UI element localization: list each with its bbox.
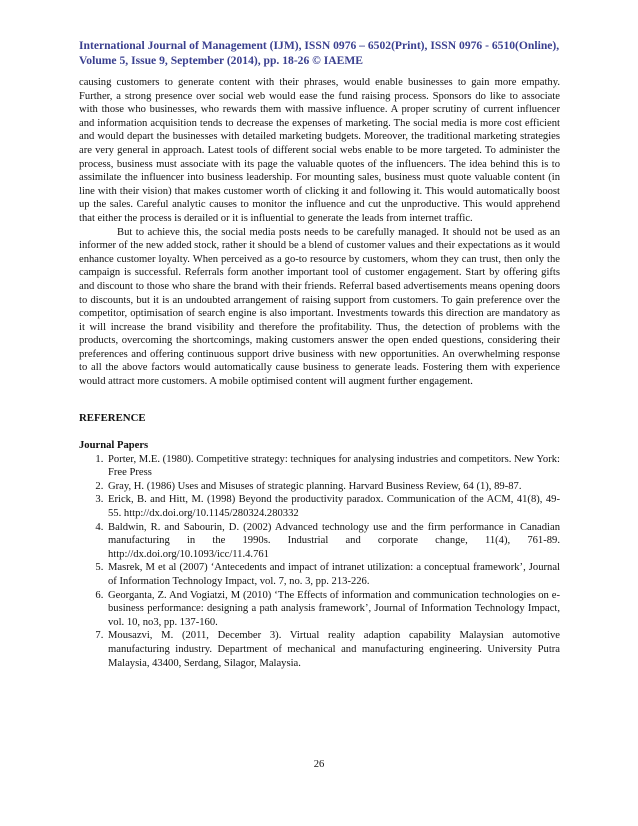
reference-item: 6. Georganta, Z. And Vogiatzi, M (2010) ‘The Effects of information and communication technologies on e-business performance: designing a path analysis framework’, Journal of Information Technology Impact, vol. 10, no3, pp. 137-160. — [106, 589, 560, 630]
reference-item: 7. Mousazvi, M. (2011, December 3). Virtual reality adaption capability Malaysian automotive manufacturing industry. Department of mechanical and manufacturing engineering. University Putra Malaysia, 43400, Serdang, Silagor, Malaysia. — [106, 629, 560, 670]
paragraph: But to achieve this, the social media posts needs to be carefully managed. It should not be used as an informer of the new added stock, rather it should be a blend of customer values and their expectations as it would enhance customer loyalty. When perceived as a go-to resource by customers, whom they can trust, then only the campaign is successful. Referrals form another important tool of customer engagement. Start by offering gifts and discount to those who share the brand with their friends. Referral based advertisements means opening doors to discounts, but it is an undoubted arrangement of raising support from customers. To gain preference over the competitor, optimisation of search engine is also important. Investments towards this direction are mandatory as it will increase the brand visibility and therefore the profitability. Thus, the detection of problems with the products, overcoming the shortcomings, making customers answer the open ended questions, considering their preferences and offering continuous support drive business with new opportunities. An overwhelming response to all the above factors would automatically cause business to generate leads. Fostering them with experience would attract more customers. A mobile optimised content will augment further engagement. — [79, 226, 560, 388]
reference-item: 4. Baldwin, R. and Sabourin, D. (2002) Advanced technology use and the firm performance in Canadian manufacturing in the 1990s. Industrial and corporate change, 11(4), 761-89. http://dx.doi.org/10.1093/icc/11.4.761 — [106, 521, 560, 562]
paragraph: causing customers to generate content with their phrases, would enable businesses to gain more empathy. Further, a strong presence over social web would ease the fund raising process. Sponsors do like to associate with those who businesses, who rewards them with massive influence. A proper scrutiny of current influencer and information acquisition tends to decrease the expenses of marketing. The social media is more cost efficient and would depart the businesses with detailed marketing budgets. Moreover, the traditional marketing strategies are very general in approach. Latest tools of different social webs enable to be more targeted. To administer the process, business must associate with its page the valuable quotes of the influencers. The idea behind this is to assimilate the influencer into business leadership. For mounting sales, business must quote valuable content (in line with their vision) that makes customer worth of clicking it and following it. This would automatically boost up the sales. Careful analytic causes to monitor the influence and cut the unproductive. This would apprehend that either the process is derailed or it is influential to generate the leads from internet traffic. — [79, 77, 560, 224]
reference-item: 2. Gray, H. (1986) Uses and Misuses of strategic planning. Harvard Business Review, 64 (1), 89-87. — [106, 480, 560, 494]
reference-item: 1. Porter, M.E. (1980). Competitive strategy: techniques for analysing industries and competitors. New York: Free Press — [106, 453, 560, 480]
journal-papers-heading: Journal Papers — [79, 439, 149, 451]
page-number: 26 — [313, 759, 325, 770]
reference-heading: REFERENCE — [79, 411, 146, 424]
body-text — [79, 76, 560, 389]
page-content — [79, 38, 560, 670]
reference-list — [79, 453, 560, 671]
journal-header: International Journal of Management (IJM), ISSN 0976 – 6502(Print), ISSN 0976 - 6510(Online), Volume 5, Issue 9, September (2014), pp. 18-26 © IAEME — [79, 39, 560, 67]
reference-item: 5. Masrek, M et al (2007) ‘Antecedents and impact of intranet utilization: a conceptual framework’, Journal of Information Technology Impact, vol. 7, no. 3, pp. 213-226. — [106, 561, 560, 588]
reference-item: 3. Erick, B. and Hitt, M. (1998) Beyond the productivity paradox. Communication of the ACM, 41(8), 49-55. http://dx.doi.org/10.1145/280324.280332 — [106, 493, 560, 520]
